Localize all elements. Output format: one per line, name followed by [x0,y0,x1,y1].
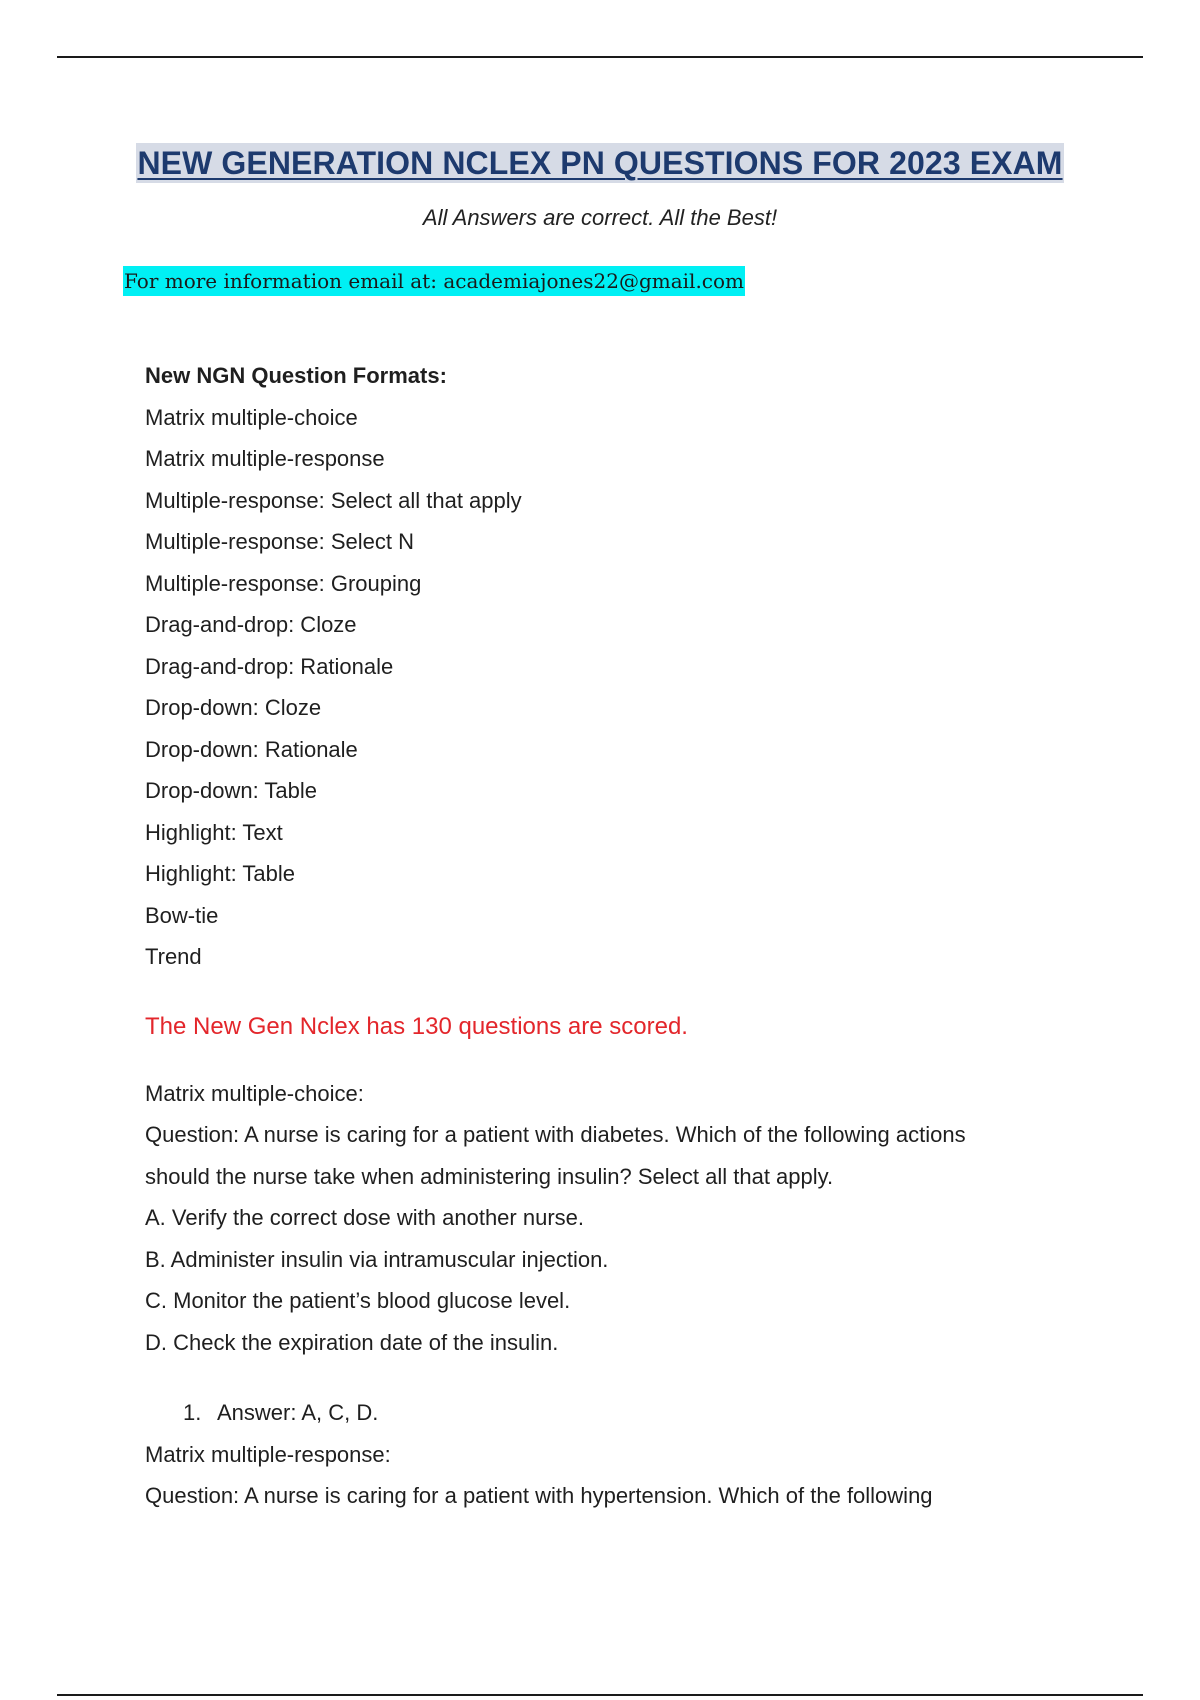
format-item: Multiple-response: Select all that apply [145,487,522,513]
answer-option: B. Administer insulin via intramuscular injection. [145,1246,609,1272]
format-item: Multiple-response: Select N [145,529,415,554]
answer-option: A. Verify the correct dose with another nurse. [145,1205,585,1230]
document-title-text: NEW GENERATION NCLEX PN QUESTIONS FOR 2023 EXAM [137,145,1063,181]
format-item: Drop-down: Rationale [145,736,358,762]
answer-option: D. Check the expiration date of the insulin. [145,1329,559,1355]
format-item: Highlight: Table [145,861,296,886]
bottom-rule [57,1694,1143,1696]
document-title [0,143,1200,183]
format-item: Trend [145,944,202,969]
scored-notice: The New Gen Nclex has 130 questions are scored. [145,1012,688,1040]
answer-number: 1. [183,1400,202,1425]
contact-email-line: For more information email at: academiajones22@gmail.com [123,266,745,296]
format-item: Drop-down: Cloze [145,695,322,720]
document-subtitle: All Answers are correct. All the Best! [422,205,778,230]
format-item: Matrix multiple-choice [145,404,358,430]
document-body [145,355,1085,1517]
top-rule [57,56,1143,58]
question-type-label: Matrix multiple-response: [145,1441,391,1467]
format-item: Drag-and-drop: Rationale [145,653,394,679]
format-item: Drop-down: Table [145,778,318,803]
question-type-label: Matrix multiple-choice: [145,1080,364,1106]
format-item: Multiple-response: Grouping [145,570,422,596]
question-text-line: Question: A nurse is caring for a patient with hypertension. Which of the following [145,1483,933,1508]
format-item: Matrix multiple-response [145,446,385,471]
format-item: Bow-tie [145,902,219,928]
question-text-line: Question: A nurse is caring for a patient with diabetes. Which of the following actions [145,1122,966,1147]
format-item: Highlight: Text [145,819,283,845]
formats-heading: New NGN Question Formats: [145,363,447,388]
format-item: Drag-and-drop: Cloze [145,612,357,637]
answer-key-text: Answer: A, C, D. [217,1400,379,1425]
answer-key-line [145,1392,1085,1434]
answer-option: C. Monitor the patient’s blood glucose level. [145,1288,571,1313]
question-text-line: should the nurse take when administering insulin? Select all that apply. [145,1163,834,1189]
